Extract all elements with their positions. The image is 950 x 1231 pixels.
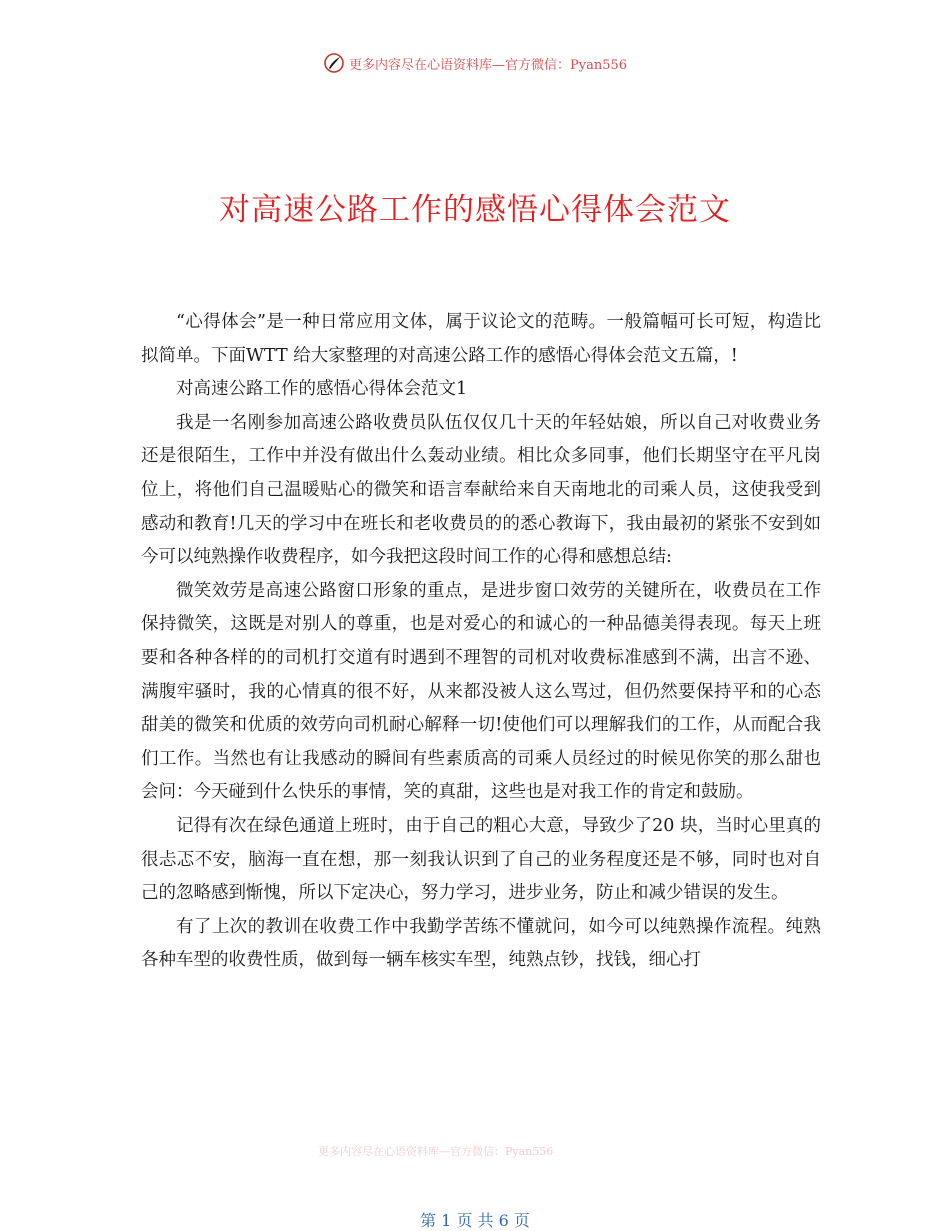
section-heading: 对高速公路工作的感悟心得体会范文1 <box>176 379 468 400</box>
page-footer: 第 1 页 共 6 页 <box>420 1211 530 1230</box>
document-title: 对高速公路工作的感悟心得体会范文 <box>219 192 731 228</box>
page-header <box>0 52 950 74</box>
paragraph: 微笑效劳是高速公路窗口形象的重点，是进步窗口效劳的关键所在，收费员在工作保持微笑，这既是对别人的尊重，也是对爱心的和诚心的一种品德美得表现。每天上班要和各种各样的的司机打交道有时遇到不理智的司机对收费标准感到不满，出言不逊、满腹牢骚时，我的心情真的很不好，从来都没被人这么骂过，但仍然要保持平和的心态甜美的微笑和优质的效劳向司机耐心解释一切!使他们可以理解我们的工作，从而配合我们工作。当然也有让我感动的瞬间有些素质高的司乘人员经过的时候见你笑的那么甜也会问：今天碰到什么快乐的事情，笑的真甜，这些也是对我工作的肯定和鼓励。 <box>141 580 821 803</box>
paragraph: 有了上次的教训在收费工作中我勤学苦练不懂就问，如今可以纯熟操作流程。纯熟各种车型的收费性质，做到每一辆车核实车型，纯熟点钞，找钱，细心打 <box>141 916 821 971</box>
paragraph: 记得有次在绿色通道上班时，由于自己的粗心大意，导致少了20 块，当时心里真的很忐忑不安，脑海一直在想，那一刻我认识到了自己的业务程度还是不够，同时也对自己的忽略感到惭愧，所以下定决心，努力学习，进步业务，防止和减少错误的发生。 <box>141 815 821 904</box>
watermark-text: 更多内容尽在心语资料库—官方微信：Pyan556 <box>318 1145 554 1158</box>
watermark <box>318 1143 553 1159</box>
feather-logo-icon <box>323 52 345 74</box>
paragraph-intro: “心得体会”是一种日常应用文体，属于议论文的范畴。一般篇幅可长可短，构造比拟简单。下面WTT 给大家整理的对高速公路工作的感悟心得体会范文五篇，! <box>141 312 821 366</box>
header-text: 更多内容尽在心语资料库—官方微信：Pyan556 <box>348 57 628 73</box>
document-body <box>141 306 821 978</box>
paragraph: 我是一名刚参加高速公路收费员队伍仅仅几十天的年轻姑娘，所以自己对收费业务还是很陌生，工作中并没有做出什么轰动业绩。相比众多同事，他们长期坚守在平凡岗位上，将他们自己温暖贴心的微笑和语言奉献给来自天南地北的司乘人员，这使我受到感动和教育!几天的学习中在班长和老收费员的的悉心教诲下，我由最初的紧张不安到如今可以纯熟操作收费程序，如今我把这段时间工作的心得和感想总结: <box>141 412 821 568</box>
